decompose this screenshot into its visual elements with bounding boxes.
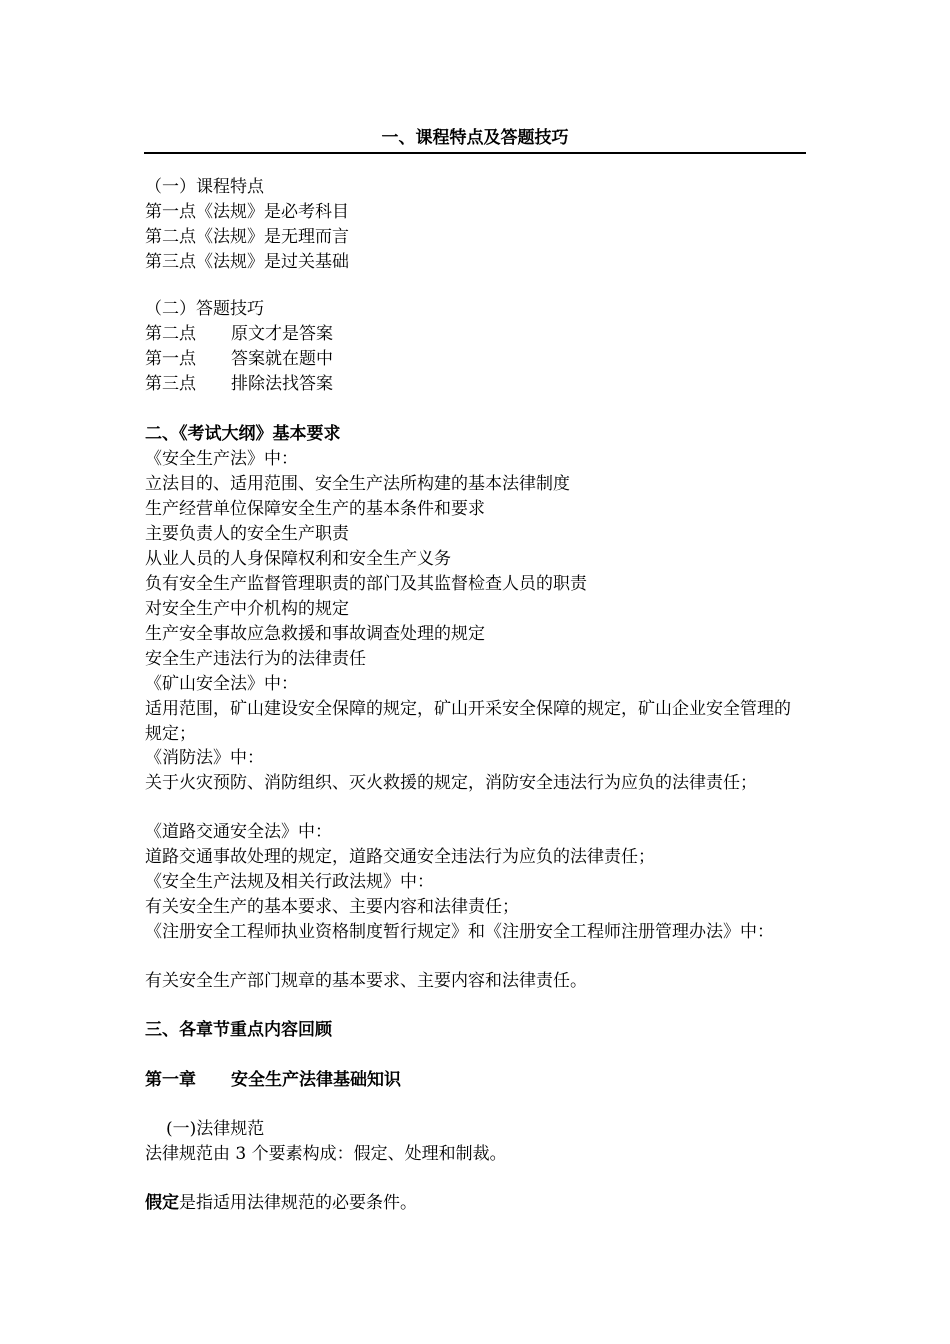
list-item-text: 答案就在题中 bbox=[231, 349, 333, 369]
chapter-title: 安全生产法律基础知识 bbox=[231, 1070, 401, 1090]
outline-line: 关于火灾预防、消防组织、灭火救援的规定，消防安全违法行为应负的法律责任； bbox=[145, 773, 757, 793]
outline-line: 《安全生产法规及相关行政法规》中： bbox=[145, 872, 434, 892]
section-heading-review: 三、各章节重点内容回顾 bbox=[145, 1020, 332, 1040]
list-item-label: 第二点 bbox=[145, 324, 196, 344]
subheading-course-features: （一）课程特点 bbox=[145, 177, 264, 197]
outline-line: 《道路交通安全法》中： bbox=[145, 822, 332, 842]
list-item-text: 排除法找答案 bbox=[231, 374, 333, 394]
outline-line: 主要负责人的安全生产职责 bbox=[145, 524, 349, 544]
list-item: 第二点《法规》是无理而言 bbox=[145, 227, 349, 247]
definition-term: 假定 bbox=[145, 1193, 179, 1213]
paragraph: 法律规范由 3 个要素构成：假定、处理和制裁。 bbox=[145, 1144, 507, 1164]
list-item: 第一点《法规》是必考科目 bbox=[145, 202, 349, 222]
outline-line: 适用范围，矿山建设安全保障的规定，矿山开采安全保障的规定，矿山企业安全管理的规定； bbox=[145, 699, 791, 744]
list-item-label: 第三点 bbox=[145, 374, 196, 394]
outline-line: 《注册安全工程师执业资格制度暂行规定》和《注册安全工程师注册管理办法》中： bbox=[145, 922, 774, 942]
outline-line: 《安全生产法》中： bbox=[145, 449, 298, 469]
outline-line: 《矿山安全法》中： bbox=[145, 674, 298, 694]
definition-text: 是指适用法律规范的必要条件。 bbox=[179, 1193, 417, 1213]
outline-line: 立法目的、适用范围、安全生产法所构建的基本法律制度 bbox=[145, 474, 570, 494]
subheading-legal-norms: (一)法律规范 bbox=[166, 1119, 265, 1139]
outline-line: 《消防法》中： bbox=[145, 748, 264, 768]
list-item: 第三点《法规》是过关基础 bbox=[145, 252, 349, 272]
list-item bbox=[145, 322, 805, 347]
definition-paragraph bbox=[145, 1191, 805, 1216]
outline-line: 道路交通事故处理的规定，道路交通安全违法行为应负的法律责任； bbox=[145, 847, 655, 867]
outline-line: 从业人员的人身保障权利和安全生产义务 bbox=[145, 549, 451, 569]
outline-line: 生产安全事故应急救援和事故调查处理的规定 bbox=[145, 624, 485, 644]
outline-line: 安全生产违法行为的法律责任 bbox=[145, 649, 366, 669]
outline-line: 负有安全生产监督管理职责的部门及其监督检查人员的职责 bbox=[145, 574, 587, 594]
subheading-answer-tips: （二）答题技巧 bbox=[145, 299, 264, 319]
list-item bbox=[145, 372, 805, 397]
list-item-text: 原文才是答案 bbox=[231, 324, 333, 344]
list-item-label: 第一点 bbox=[145, 349, 196, 369]
chapter-heading bbox=[145, 1068, 805, 1093]
outline-line: 有关安全生产的基本要求、主要内容和法律责任； bbox=[145, 897, 519, 917]
chapter-label: 第一章 bbox=[145, 1070, 196, 1090]
outline-line: 生产经营单位保障安全生产的基本条件和要求 bbox=[145, 499, 485, 519]
document-title: 一、课程特点及答题技巧 bbox=[144, 126, 806, 154]
list-item bbox=[145, 347, 805, 372]
outline-line: 有关安全生产部门规章的基本要求、主要内容和法律责任。 bbox=[145, 971, 587, 991]
outline-line: 对安全生产中介机构的规定 bbox=[145, 599, 349, 619]
section-heading-outline: 二、《考试大纲》基本要求 bbox=[145, 424, 341, 444]
